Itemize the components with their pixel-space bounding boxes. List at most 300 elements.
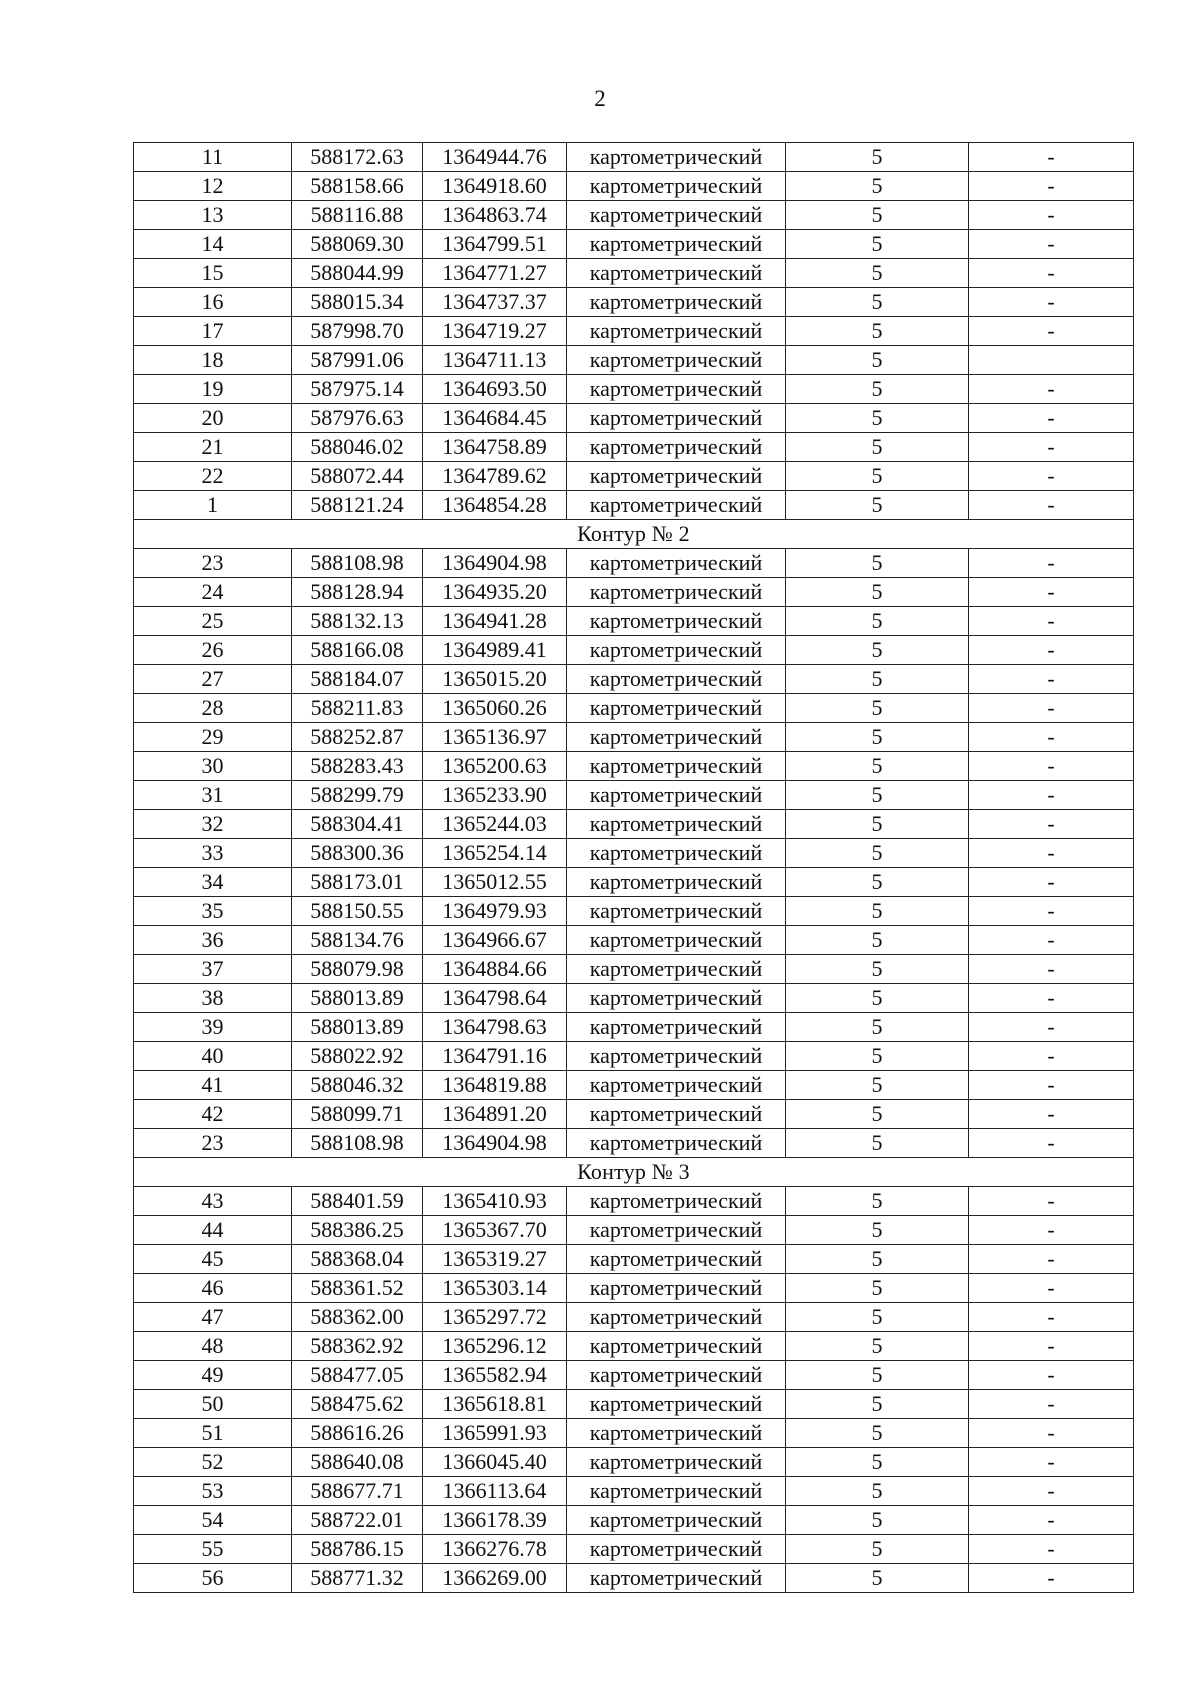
method-cell: картометрический xyxy=(567,1274,786,1303)
method-cell: картометрический xyxy=(567,346,786,375)
table-row xyxy=(134,1419,1134,1448)
note-cell: - xyxy=(969,317,1134,346)
accuracy-cell: 5 xyxy=(786,404,969,433)
y-coordinate-cell: 1364819.88 xyxy=(423,1071,567,1100)
accuracy-cell: 5 xyxy=(786,1187,969,1216)
section-label: Контур № 2 xyxy=(134,520,1134,549)
accuracy-cell: 5 xyxy=(786,897,969,926)
section-label: Контур № 3 xyxy=(134,1158,1134,1187)
y-coordinate-cell: 1364918.60 xyxy=(423,172,567,201)
note-cell: - xyxy=(969,1187,1134,1216)
method-cell: картометрический xyxy=(567,665,786,694)
y-coordinate-cell: 1365319.27 xyxy=(423,1245,567,1274)
note-cell: - xyxy=(969,1042,1134,1071)
accuracy-cell: 5 xyxy=(786,1332,969,1361)
accuracy-cell: 5 xyxy=(786,1216,969,1245)
method-cell: картометрический xyxy=(567,926,786,955)
accuracy-cell: 5 xyxy=(786,433,969,462)
method-cell: картометрический xyxy=(567,1303,786,1332)
point-number-cell: 44 xyxy=(134,1216,292,1245)
point-number-cell: 25 xyxy=(134,607,292,636)
point-number-cell: 27 xyxy=(134,665,292,694)
note-cell: - xyxy=(969,897,1134,926)
x-coordinate-cell: 587991.06 xyxy=(292,346,423,375)
point-number-cell: 35 xyxy=(134,897,292,926)
note-cell: - xyxy=(969,868,1134,897)
point-number-cell: 11 xyxy=(134,143,292,172)
table-row xyxy=(134,781,1134,810)
accuracy-cell: 5 xyxy=(786,1477,969,1506)
x-coordinate-cell: 588211.83 xyxy=(292,694,423,723)
accuracy-cell: 5 xyxy=(786,1535,969,1564)
x-coordinate-cell: 588166.08 xyxy=(292,636,423,665)
note-cell: - xyxy=(969,1390,1134,1419)
table-row xyxy=(134,230,1134,259)
note-cell: - xyxy=(969,288,1134,317)
y-coordinate-cell: 1365991.93 xyxy=(423,1419,567,1448)
point-number-cell: 46 xyxy=(134,1274,292,1303)
x-coordinate-cell: 588134.76 xyxy=(292,926,423,955)
table-row xyxy=(134,172,1134,201)
note-cell: - xyxy=(969,491,1134,520)
point-number-cell: 33 xyxy=(134,839,292,868)
point-number-cell: 23 xyxy=(134,1129,292,1158)
point-number-cell: 24 xyxy=(134,578,292,607)
table-row xyxy=(134,1535,1134,1564)
method-cell: картометрический xyxy=(567,1245,786,1274)
y-coordinate-cell: 1364799.51 xyxy=(423,230,567,259)
y-coordinate-cell: 1364941.28 xyxy=(423,607,567,636)
y-coordinate-cell: 1365618.81 xyxy=(423,1390,567,1419)
method-cell: картометрический xyxy=(567,404,786,433)
method-cell: картометрический xyxy=(567,317,786,346)
accuracy-cell: 5 xyxy=(786,1129,969,1158)
note-cell: - xyxy=(969,1361,1134,1390)
x-coordinate-cell: 588304.41 xyxy=(292,810,423,839)
method-cell: картометрический xyxy=(567,288,786,317)
point-number-cell: 56 xyxy=(134,1564,292,1593)
accuracy-cell: 5 xyxy=(786,607,969,636)
table-row xyxy=(134,926,1134,955)
table-row xyxy=(134,433,1134,462)
point-number-cell: 37 xyxy=(134,955,292,984)
y-coordinate-cell: 1364884.66 xyxy=(423,955,567,984)
point-number-cell: 34 xyxy=(134,868,292,897)
note-cell: - xyxy=(969,1216,1134,1245)
accuracy-cell: 5 xyxy=(786,1245,969,1274)
note-cell: - xyxy=(969,433,1134,462)
x-coordinate-cell: 588013.89 xyxy=(292,1013,423,1042)
note-cell: - xyxy=(969,665,1134,694)
x-coordinate-cell: 588786.15 xyxy=(292,1535,423,1564)
table-row xyxy=(134,578,1134,607)
point-number-cell: 17 xyxy=(134,317,292,346)
x-coordinate-cell: 588252.87 xyxy=(292,723,423,752)
method-cell: картометрический xyxy=(567,1013,786,1042)
y-coordinate-cell: 1364966.67 xyxy=(423,926,567,955)
accuracy-cell: 5 xyxy=(786,926,969,955)
method-cell: картометрический xyxy=(567,955,786,984)
point-number-cell: 1 xyxy=(134,491,292,520)
note-cell: - xyxy=(969,984,1134,1013)
accuracy-cell: 5 xyxy=(786,1100,969,1129)
y-coordinate-cell: 1366178.39 xyxy=(423,1506,567,1535)
table-row xyxy=(134,288,1134,317)
point-number-cell: 43 xyxy=(134,1187,292,1216)
table-row xyxy=(134,549,1134,578)
point-number-cell: 16 xyxy=(134,288,292,317)
accuracy-cell: 5 xyxy=(786,375,969,404)
method-cell: картометрический xyxy=(567,1361,786,1390)
accuracy-cell: 5 xyxy=(786,636,969,665)
table-row xyxy=(134,897,1134,926)
table-row xyxy=(134,1506,1134,1535)
point-number-cell: 36 xyxy=(134,926,292,955)
y-coordinate-cell: 1365582.94 xyxy=(423,1361,567,1390)
x-coordinate-cell: 588158.66 xyxy=(292,172,423,201)
x-coordinate-cell: 588013.89 xyxy=(292,984,423,1013)
y-coordinate-cell: 1365296.12 xyxy=(423,1332,567,1361)
x-coordinate-cell: 588361.52 xyxy=(292,1274,423,1303)
accuracy-cell: 5 xyxy=(786,1303,969,1332)
x-coordinate-cell: 588616.26 xyxy=(292,1419,423,1448)
note-cell: - xyxy=(969,926,1134,955)
point-number-cell: 38 xyxy=(134,984,292,1013)
point-number-cell: 47 xyxy=(134,1303,292,1332)
x-coordinate-cell: 588150.55 xyxy=(292,897,423,926)
table-row xyxy=(134,1245,1134,1274)
accuracy-cell: 5 xyxy=(786,810,969,839)
y-coordinate-cell: 1366276.78 xyxy=(423,1535,567,1564)
point-number-cell: 40 xyxy=(134,1042,292,1071)
x-coordinate-cell: 588722.01 xyxy=(292,1506,423,1535)
accuracy-cell: 5 xyxy=(786,984,969,1013)
note-cell: - xyxy=(969,1535,1134,1564)
accuracy-cell: 5 xyxy=(786,1013,969,1042)
point-number-cell: 15 xyxy=(134,259,292,288)
y-coordinate-cell: 1365200.63 xyxy=(423,752,567,781)
x-coordinate-cell: 588072.44 xyxy=(292,462,423,491)
table-row xyxy=(134,404,1134,433)
note-cell: - xyxy=(969,1071,1134,1100)
point-number-cell: 23 xyxy=(134,549,292,578)
x-coordinate-cell: 588477.05 xyxy=(292,1361,423,1390)
table-row xyxy=(134,1390,1134,1419)
note-cell: - xyxy=(969,1245,1134,1274)
note-cell: - xyxy=(969,1100,1134,1129)
note-cell: - xyxy=(969,1274,1134,1303)
method-cell: картометрический xyxy=(567,1506,786,1535)
table-row xyxy=(134,839,1134,868)
accuracy-cell: 5 xyxy=(786,317,969,346)
x-coordinate-cell: 588283.43 xyxy=(292,752,423,781)
y-coordinate-cell: 1364904.98 xyxy=(423,549,567,578)
table-row xyxy=(134,143,1134,172)
point-number-cell: 32 xyxy=(134,810,292,839)
point-number-cell: 55 xyxy=(134,1535,292,1564)
method-cell: картометрический xyxy=(567,172,786,201)
coordinates-table xyxy=(133,142,1134,1593)
point-number-cell: 31 xyxy=(134,781,292,810)
y-coordinate-cell: 1364989.41 xyxy=(423,636,567,665)
y-coordinate-cell: 1364684.45 xyxy=(423,404,567,433)
accuracy-cell: 5 xyxy=(786,1419,969,1448)
note-cell: - xyxy=(969,1419,1134,1448)
table-row xyxy=(134,1071,1134,1100)
x-coordinate-cell: 588132.13 xyxy=(292,607,423,636)
y-coordinate-cell: 1365233.90 xyxy=(423,781,567,810)
method-cell: картометрический xyxy=(567,375,786,404)
note-cell: - xyxy=(969,578,1134,607)
x-coordinate-cell: 588069.30 xyxy=(292,230,423,259)
point-number-cell: 48 xyxy=(134,1332,292,1361)
note-cell: - xyxy=(969,1564,1134,1593)
method-cell: картометрический xyxy=(567,810,786,839)
table-row xyxy=(134,1100,1134,1129)
note-cell: - xyxy=(969,549,1134,578)
y-coordinate-cell: 1364789.62 xyxy=(423,462,567,491)
method-cell: картометрический xyxy=(567,752,786,781)
table-row xyxy=(134,984,1134,1013)
method-cell: картометрический xyxy=(567,694,786,723)
accuracy-cell: 5 xyxy=(786,462,969,491)
y-coordinate-cell: 1364791.16 xyxy=(423,1042,567,1071)
y-coordinate-cell: 1364711.13 xyxy=(423,346,567,375)
method-cell: картометрический xyxy=(567,897,786,926)
method-cell: картометрический xyxy=(567,868,786,897)
accuracy-cell: 5 xyxy=(786,1071,969,1100)
x-coordinate-cell: 588677.71 xyxy=(292,1477,423,1506)
y-coordinate-cell: 1364737.37 xyxy=(423,288,567,317)
table-row xyxy=(134,1477,1134,1506)
x-coordinate-cell: 588640.08 xyxy=(292,1448,423,1477)
x-coordinate-cell: 588368.04 xyxy=(292,1245,423,1274)
accuracy-cell: 5 xyxy=(786,723,969,752)
point-number-cell: 26 xyxy=(134,636,292,665)
x-coordinate-cell: 588386.25 xyxy=(292,1216,423,1245)
accuracy-cell: 5 xyxy=(786,172,969,201)
x-coordinate-cell: 588771.32 xyxy=(292,1564,423,1593)
note-cell: - xyxy=(969,1303,1134,1332)
accuracy-cell: 5 xyxy=(786,955,969,984)
note-cell: - xyxy=(969,1332,1134,1361)
note-cell: - xyxy=(969,143,1134,172)
method-cell: картометрический xyxy=(567,1419,786,1448)
x-coordinate-cell: 588116.88 xyxy=(292,201,423,230)
point-number-cell: 28 xyxy=(134,694,292,723)
method-cell: картометрический xyxy=(567,1187,786,1216)
point-number-cell: 21 xyxy=(134,433,292,462)
point-number-cell: 39 xyxy=(134,1013,292,1042)
table-row xyxy=(134,1129,1134,1158)
point-number-cell: 14 xyxy=(134,230,292,259)
x-coordinate-cell: 588079.98 xyxy=(292,955,423,984)
y-coordinate-cell: 1364863.74 xyxy=(423,201,567,230)
note-cell: - xyxy=(969,955,1134,984)
accuracy-cell: 5 xyxy=(786,781,969,810)
page-number: 2 xyxy=(594,86,606,111)
note-cell: - xyxy=(969,172,1134,201)
table-row xyxy=(134,1332,1134,1361)
note-cell: - xyxy=(969,1506,1134,1535)
table-row xyxy=(134,636,1134,665)
accuracy-cell: 5 xyxy=(786,752,969,781)
y-coordinate-cell: 1364891.20 xyxy=(423,1100,567,1129)
table-row xyxy=(134,1187,1134,1216)
method-cell: картометрический xyxy=(567,578,786,607)
note-cell: - xyxy=(969,404,1134,433)
point-number-cell: 42 xyxy=(134,1100,292,1129)
note-cell: - xyxy=(969,694,1134,723)
point-number-cell: 52 xyxy=(134,1448,292,1477)
method-cell: картометрический xyxy=(567,636,786,665)
method-cell: картометрический xyxy=(567,723,786,752)
note-cell: - xyxy=(969,1129,1134,1158)
x-coordinate-cell: 588022.92 xyxy=(292,1042,423,1071)
y-coordinate-cell: 1364935.20 xyxy=(423,578,567,607)
accuracy-cell: 5 xyxy=(786,1448,969,1477)
x-coordinate-cell: 587976.63 xyxy=(292,404,423,433)
y-coordinate-cell: 1365303.14 xyxy=(423,1274,567,1303)
x-coordinate-cell: 588362.92 xyxy=(292,1332,423,1361)
table-row xyxy=(134,694,1134,723)
y-coordinate-cell: 1365136.97 xyxy=(423,723,567,752)
accuracy-cell: 5 xyxy=(786,578,969,607)
y-coordinate-cell: 1364979.93 xyxy=(423,897,567,926)
accuracy-cell: 5 xyxy=(786,288,969,317)
point-number-cell: 29 xyxy=(134,723,292,752)
x-coordinate-cell: 588172.63 xyxy=(292,143,423,172)
method-cell: картометрический xyxy=(567,549,786,578)
accuracy-cell: 5 xyxy=(786,1274,969,1303)
y-coordinate-cell: 1365012.55 xyxy=(423,868,567,897)
note-cell: - xyxy=(969,810,1134,839)
method-cell: картометрический xyxy=(567,491,786,520)
y-coordinate-cell: 1364798.63 xyxy=(423,1013,567,1042)
y-coordinate-cell: 1365254.14 xyxy=(423,839,567,868)
accuracy-cell: 5 xyxy=(786,230,969,259)
point-number-cell: 13 xyxy=(134,201,292,230)
note-cell: - xyxy=(969,752,1134,781)
table-row xyxy=(134,375,1134,404)
method-cell: картометрический xyxy=(567,839,786,868)
method-cell: картометрический xyxy=(567,143,786,172)
method-cell: картометрический xyxy=(567,1100,786,1129)
note-cell: - xyxy=(969,1477,1134,1506)
note-cell: - xyxy=(969,839,1134,868)
note-cell: - xyxy=(969,781,1134,810)
y-coordinate-cell: 1365297.72 xyxy=(423,1303,567,1332)
note-cell: - xyxy=(969,259,1134,288)
x-coordinate-cell: 588184.07 xyxy=(292,665,423,694)
y-coordinate-cell: 1364798.64 xyxy=(423,984,567,1013)
y-coordinate-cell: 1365367.70 xyxy=(423,1216,567,1245)
method-cell: картометрический xyxy=(567,1477,786,1506)
method-cell: картометрический xyxy=(567,433,786,462)
x-coordinate-cell: 588015.34 xyxy=(292,288,423,317)
table-row xyxy=(134,1448,1134,1477)
accuracy-cell: 5 xyxy=(786,346,969,375)
y-coordinate-cell: 1364758.89 xyxy=(423,433,567,462)
x-coordinate-cell: 588401.59 xyxy=(292,1187,423,1216)
method-cell: картометрический xyxy=(567,1129,786,1158)
method-cell: картометрический xyxy=(567,201,786,230)
x-coordinate-cell: 587998.70 xyxy=(292,317,423,346)
accuracy-cell: 5 xyxy=(786,549,969,578)
section-header-row xyxy=(134,520,1134,549)
x-coordinate-cell: 588299.79 xyxy=(292,781,423,810)
table-row xyxy=(134,607,1134,636)
table-row xyxy=(134,1361,1134,1390)
method-cell: картометрический xyxy=(567,462,786,491)
table-row xyxy=(134,810,1134,839)
y-coordinate-cell: 1364904.98 xyxy=(423,1129,567,1158)
x-coordinate-cell: 587975.14 xyxy=(292,375,423,404)
note-cell xyxy=(969,346,1134,375)
note-cell: - xyxy=(969,607,1134,636)
method-cell: картометрический xyxy=(567,259,786,288)
accuracy-cell: 5 xyxy=(786,694,969,723)
y-coordinate-cell: 1366045.40 xyxy=(423,1448,567,1477)
method-cell: картометрический xyxy=(567,1390,786,1419)
method-cell: картометрический xyxy=(567,1071,786,1100)
x-coordinate-cell: 588475.62 xyxy=(292,1390,423,1419)
point-number-cell: 50 xyxy=(134,1390,292,1419)
method-cell: картометрический xyxy=(567,984,786,1013)
point-number-cell: 20 xyxy=(134,404,292,433)
x-coordinate-cell: 588128.94 xyxy=(292,578,423,607)
accuracy-cell: 5 xyxy=(786,1390,969,1419)
x-coordinate-cell: 588121.24 xyxy=(292,491,423,520)
method-cell: картометрический xyxy=(567,230,786,259)
y-coordinate-cell: 1364944.76 xyxy=(423,143,567,172)
method-cell: картометрический xyxy=(567,1042,786,1071)
table-row xyxy=(134,1564,1134,1593)
note-cell: - xyxy=(969,1013,1134,1042)
method-cell: картометрический xyxy=(567,1535,786,1564)
table-row xyxy=(134,723,1134,752)
y-coordinate-cell: 1365060.26 xyxy=(423,694,567,723)
point-number-cell: 30 xyxy=(134,752,292,781)
point-number-cell: 51 xyxy=(134,1419,292,1448)
x-coordinate-cell: 588099.71 xyxy=(292,1100,423,1129)
table-row xyxy=(134,462,1134,491)
table-row xyxy=(134,259,1134,288)
y-coordinate-cell: 1364854.28 xyxy=(423,491,567,520)
table-row xyxy=(134,201,1134,230)
note-cell: - xyxy=(969,375,1134,404)
point-number-cell: 22 xyxy=(134,462,292,491)
y-coordinate-cell: 1366269.00 xyxy=(423,1564,567,1593)
accuracy-cell: 5 xyxy=(786,491,969,520)
table-row xyxy=(134,665,1134,694)
point-number-cell: 18 xyxy=(134,346,292,375)
x-coordinate-cell: 588044.99 xyxy=(292,259,423,288)
point-number-cell: 54 xyxy=(134,1506,292,1535)
point-number-cell: 49 xyxy=(134,1361,292,1390)
table-row xyxy=(134,955,1134,984)
y-coordinate-cell: 1364719.27 xyxy=(423,317,567,346)
section-header-row xyxy=(134,1158,1134,1187)
x-coordinate-cell: 588046.02 xyxy=(292,433,423,462)
accuracy-cell: 5 xyxy=(786,1564,969,1593)
accuracy-cell: 5 xyxy=(786,839,969,868)
y-coordinate-cell: 1365015.20 xyxy=(423,665,567,694)
point-number-cell: 53 xyxy=(134,1477,292,1506)
accuracy-cell: 5 xyxy=(786,1361,969,1390)
accuracy-cell: 5 xyxy=(786,665,969,694)
y-coordinate-cell: 1366113.64 xyxy=(423,1477,567,1506)
